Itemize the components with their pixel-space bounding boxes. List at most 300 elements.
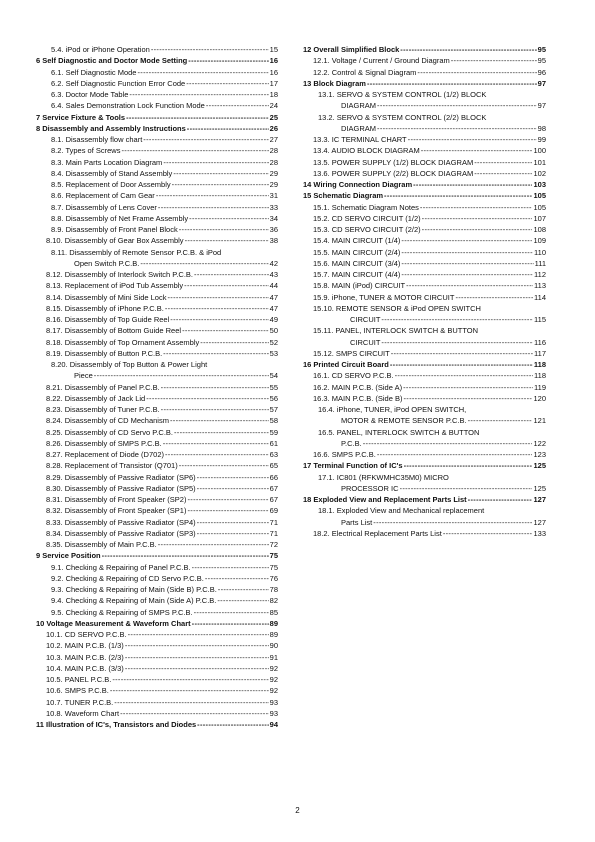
toc-page-number: 75: [269, 562, 278, 572]
toc-entry[interactable]: [36, 607, 278, 618]
toc-section[interactable]: [303, 494, 546, 505]
toc-entry[interactable]: [303, 235, 546, 246]
toc-section[interactable]: [36, 123, 278, 134]
leader-dots: [128, 629, 269, 640]
toc-entry-title: 8.22. Disassembly of Jack Lid: [46, 393, 146, 403]
leader-dots: [187, 494, 268, 505]
toc-entry[interactable]: [36, 359, 278, 382]
toc-section[interactable]: [36, 618, 278, 629]
leader-dots: [184, 280, 268, 291]
toc-entry[interactable]: [303, 67, 546, 78]
toc-entry-title: 8.16. Disassembly of Top Guide Reel: [46, 315, 170, 324]
leader-dots: [165, 303, 269, 314]
toc-entry[interactable]: [303, 112, 546, 135]
toc-entry-title: 16 Printed Circuit Board: [303, 360, 389, 369]
toc-section[interactable]: [36, 112, 278, 123]
toc-page-number: 24: [269, 101, 278, 111]
toc-page-number: 95: [537, 45, 546, 54]
toc-entry-title: 16.5. PANEL, INTERLOCK SWITCH & BUTTON: [318, 427, 480, 437]
leader-dots: [170, 314, 268, 325]
leader-dots: [421, 145, 533, 156]
toc-entry[interactable]: [303, 382, 546, 393]
leader-dots: [158, 202, 269, 213]
toc-entry-title: 10.2. MAIN P.C.B. (1/3): [46, 641, 124, 651]
leader-dots: [163, 157, 268, 168]
toc-page-number: 52: [269, 337, 278, 347]
toc-entry-title: 9 Service Position: [36, 551, 101, 561]
toc-section[interactable]: [303, 44, 546, 55]
leader-dots: [185, 235, 269, 246]
toc-entry[interactable]: [36, 494, 278, 505]
toc-entry-title: 12.1. Voltage / Current / Ground Diagram: [313, 56, 450, 66]
leader-dots: [443, 528, 533, 539]
toc-entry[interactable]: [303, 370, 546, 381]
toc-entry[interactable]: [303, 325, 546, 348]
toc-entry[interactable]: [36, 314, 278, 325]
toc-entry-title: 6 Self Diagnostic and Doctor Mode Setting: [36, 56, 188, 66]
toc-page-number: 92: [269, 663, 278, 673]
toc-page-number: 33: [269, 202, 278, 212]
leader-dots: [187, 123, 269, 134]
toc-entry[interactable]: [303, 427, 546, 450]
leader-dots: [165, 449, 269, 460]
leader-dots: [474, 168, 532, 179]
toc-entry-title: 8.28. Replacement of Transistor (Q701): [46, 461, 178, 471]
toc-entry-title: 6.4. Sales Demonstration Lock Function Mode: [51, 101, 205, 111]
toc-page-number: 112: [534, 270, 546, 279]
toc-entry-title: 16.2. MAIN P.C.B. (Side A): [313, 382, 403, 392]
leader-dots: [94, 370, 269, 381]
toc-page-number: 29: [269, 180, 278, 189]
toc-section[interactable]: [303, 179, 546, 190]
toc-entry[interactable]: [303, 404, 546, 427]
toc-entry[interactable]: [36, 157, 278, 168]
leader-dots: [417, 67, 536, 78]
toc-entry-title: 8.13. Replacement of iPod Tub Assembly: [46, 281, 184, 291]
toc-page-number: 47: [269, 303, 278, 313]
toc-entry-title: 8.26. Disassembly of SMPS P.C.B.: [46, 438, 162, 448]
toc-entry[interactable]: [36, 584, 278, 595]
leader-dots: [422, 213, 533, 224]
toc-page-number: 117: [534, 348, 546, 358]
toc-page-number: 71: [269, 528, 278, 538]
toc-entry[interactable]: [303, 157, 546, 168]
toc-page-number: 96: [537, 67, 546, 77]
toc-right-column: [303, 44, 546, 539]
toc-page-number: 90: [269, 641, 278, 651]
toc-page-number: 122: [533, 438, 546, 448]
toc-page-number: 115: [534, 315, 546, 324]
leader-dots: [172, 179, 269, 190]
toc-page-number: 105: [533, 191, 546, 201]
leader-dots: [194, 607, 269, 618]
toc-page-number: 120: [533, 393, 546, 403]
toc-entry[interactable]: [36, 247, 278, 270]
toc-entry[interactable]: [36, 708, 278, 719]
leader-dots: [403, 382, 533, 393]
toc-entry[interactable]: [36, 640, 278, 651]
toc-page-number: 27: [269, 135, 278, 144]
toc-page-number: 92: [269, 675, 278, 684]
toc-entry[interactable]: [36, 348, 278, 359]
toc-entry-title: 8.5. Replacement of Door Assembly: [51, 180, 171, 189]
toc-entry[interactable]: [303, 89, 546, 112]
toc-entry-title: 9.5. Checking & Repairing of SMPS P.C.B.: [51, 607, 193, 617]
toc-entry[interactable]: [303, 145, 546, 156]
toc-entry[interactable]: [303, 348, 546, 359]
toc-entry-title: 8.10. Disassembly of Gear Box Assembly: [46, 236, 184, 246]
toc-entry[interactable]: [303, 134, 546, 145]
toc-entry-title: 12.2. Control & Signal Diagram: [313, 67, 417, 77]
toc-entry[interactable]: [303, 303, 546, 326]
toc-page-number: 72: [269, 540, 278, 549]
leader-dots: [474, 157, 532, 168]
toc-entry[interactable]: [303, 213, 546, 224]
toc-entry[interactable]: [36, 145, 278, 156]
leader-dots: [179, 224, 269, 235]
toc-entry[interactable]: [36, 168, 278, 179]
toc-page-number: 114: [534, 292, 546, 302]
leader-dots: [192, 618, 269, 629]
toc-entry[interactable]: [36, 505, 278, 516]
leader-dots: [161, 404, 269, 415]
toc-page-number: 101: [533, 157, 546, 167]
toc-entry-title: 16.6. SMPS P.C.B.: [313, 450, 376, 459]
toc-entry-title: 13.6. POWER SUPPLY (2/2) BLOCK DIAGRAM: [313, 168, 474, 178]
leader-dots: [205, 573, 269, 584]
toc-entry-title: 8.27. Replacement of Diode (D702): [46, 450, 164, 459]
toc-entry[interactable]: [36, 663, 278, 674]
toc-entry-title: 8.7. Disassembly of Lens Cover: [51, 202, 157, 212]
toc-page-number: 89: [269, 618, 278, 628]
leader-dots: [455, 292, 533, 303]
toc-entry-title: 8.2. Types of Screws: [51, 146, 121, 156]
toc-entry-title: 10.5. PANEL P.C.B.: [46, 675, 112, 684]
leader-dots: [406, 280, 533, 291]
toc-entry-title: 13.1. SERVO & SYSTEM CONTROL (1/2) BLOCK: [318, 90, 487, 99]
leader-dots: [163, 348, 268, 359]
toc-entry[interactable]: [36, 685, 278, 696]
toc-entry[interactable]: [303, 528, 546, 539]
toc-entry-title: 8.30. Disassembly of Passive Radiator (SP5): [46, 483, 196, 493]
toc-entry-title-cont: CIRCUIT: [350, 337, 381, 347]
toc-entry[interactable]: [36, 697, 278, 708]
toc-entry-title: 18.1. Exploded View and Mechanical replacement: [318, 506, 485, 516]
leader-dots: [408, 134, 537, 145]
toc-entry-title: 8.31. Disassembly of Front Speaker (SP2): [46, 495, 187, 504]
leader-dots: [377, 123, 537, 134]
toc-entry[interactable]: [36, 415, 278, 426]
toc-page-number: 67: [269, 483, 278, 493]
toc-entry-title: 6.3. Doctor Mode Table: [51, 90, 129, 99]
leader-dots: [401, 269, 533, 280]
toc-entry[interactable]: [36, 337, 278, 348]
toc-entry[interactable]: [36, 517, 278, 528]
toc-entry-title: 8.25. Disassembly of CD Servo P.C.B.: [46, 427, 173, 437]
toc-section[interactable]: [303, 460, 546, 471]
toc-page-number: 44: [269, 281, 278, 291]
toc-entry-title: 8.35. Disassembly of Main P.C.B.: [46, 540, 157, 549]
toc-entry[interactable]: [36, 460, 278, 471]
toc-entry-title: 8.32. Disassembly of Front Speaker (SP1): [46, 506, 187, 516]
toc-page-number: 91: [269, 652, 278, 662]
leader-dots: [112, 674, 268, 685]
toc-entry[interactable]: [36, 213, 278, 224]
leader-dots: [403, 393, 532, 404]
leader-dots: [158, 539, 269, 550]
toc-entry-title: 8.34. Disassembly of Passive Radiator (SP3): [46, 528, 196, 538]
toc-section[interactable]: [36, 719, 278, 730]
toc-entry-title: 6.2. Self Diagnostic Function Error Code: [51, 78, 186, 88]
leader-dots: [188, 55, 268, 66]
toc-entry[interactable]: [303, 55, 546, 66]
toc-entry[interactable]: [36, 235, 278, 246]
leader-dots: [167, 292, 268, 303]
toc-entry-title: 11 Illustration of IC's, Transistors and Diodes: [36, 720, 197, 729]
toc-entry[interactable]: [36, 449, 278, 460]
toc-page-number: 71: [269, 517, 278, 527]
toc-page-number: 97: [537, 101, 546, 111]
toc-entry-title: 7 Service Fixture & Tools: [36, 112, 126, 122]
toc-entry-title: 8.12. Disassembly of Interlock Switch P.C.B.: [46, 270, 194, 279]
toc-page-number: 113: [534, 281, 546, 291]
toc-entry[interactable]: [303, 505, 546, 528]
toc-entry-title: 8.18. Disassembly of Top Ornament Assembly: [46, 337, 200, 347]
toc-entry[interactable]: [303, 168, 546, 179]
leader-dots: [161, 382, 269, 393]
toc-entry[interactable]: [36, 100, 278, 111]
toc-page-number: 47: [269, 292, 278, 302]
leader-dots: [384, 190, 532, 201]
toc-page-number: 56: [269, 393, 278, 403]
toc-entry-title: 15.12. SMPS CIRCUIT: [313, 348, 390, 358]
leader-dots: [120, 708, 269, 719]
leader-dots: [197, 719, 269, 730]
toc-entry-title: 13 Block Diagram: [303, 78, 366, 88]
toc-entry[interactable]: [36, 292, 278, 303]
toc-page-number: 61: [269, 438, 278, 448]
leader-dots: [194, 269, 269, 280]
leader-dots: [174, 427, 269, 438]
toc-page-number: 89: [269, 630, 278, 639]
toc-entry[interactable]: [36, 562, 278, 573]
toc-entry[interactable]: [36, 629, 278, 640]
toc-page-number: 99: [537, 135, 546, 144]
toc-page-number: 103: [533, 180, 546, 189]
toc-entry[interactable]: [36, 179, 278, 190]
toc-entry-title: 15 Schematic Diagram: [303, 191, 384, 201]
leader-dots: [200, 337, 268, 348]
toc-page-number: 66: [269, 472, 278, 482]
toc-entry-title: 17 Terminal Function of IC's: [303, 461, 403, 471]
toc-entry-title: 13.5. POWER SUPPLY (1/2) BLOCK DIAGRAM: [313, 157, 474, 167]
leader-dots: [137, 67, 268, 78]
toc-entry[interactable]: [36, 595, 278, 606]
toc-entry[interactable]: [303, 393, 546, 404]
toc-entry[interactable]: [36, 269, 278, 280]
leader-dots: [140, 258, 268, 269]
leader-dots: [197, 517, 269, 528]
toc-section[interactable]: [36, 550, 278, 561]
toc-entry-title: 15.8. MAIN (iPod) CIRCUIT: [313, 281, 406, 291]
toc-entry-title: 9.4. Checking & Repairing of Main (Side A) P.C.B.: [51, 596, 217, 606]
leader-dots: [102, 550, 269, 561]
toc-entry[interactable]: [36, 303, 278, 314]
toc-entry-title: 15.9. iPhone, TUNER & MOTOR CIRCUIT: [313, 292, 455, 302]
toc-page-number: 34: [269, 213, 278, 223]
toc-entry-title: 15.11. PANEL, INTERLOCK SWITCH & BUTTON: [313, 326, 479, 336]
toc-page-number: 75: [269, 551, 278, 561]
leader-dots: [401, 258, 533, 269]
toc-entry-title: 6.1. Self Diagnostic Mode: [51, 67, 137, 77]
toc-entry[interactable]: [303, 280, 546, 291]
leader-dots: [451, 55, 537, 66]
toc-entry-title: 13.2. SERVO & SYSTEM CONTROL (2/2) BLOCK: [318, 112, 487, 122]
toc-entry-title: 15.3. CD SERVO CIRCUIT (2/2): [313, 225, 421, 234]
toc-page-number: 121: [533, 416, 546, 426]
toc-entry-title: 8 Disassembly and Assembly Instructions: [36, 123, 186, 133]
leader-dots: [218, 584, 269, 595]
toc-entry[interactable]: [36, 67, 278, 78]
toc-entry[interactable]: [36, 78, 278, 89]
toc-page-number: 102: [533, 168, 546, 178]
toc-entry-title: 12 Overall Simplified Block: [303, 45, 400, 54]
toc-page-number: 31: [269, 191, 278, 201]
toc-entry[interactable]: [303, 202, 546, 213]
toc-entry[interactable]: [36, 483, 278, 494]
toc-entry[interactable]: [36, 438, 278, 449]
toc-entry[interactable]: [36, 190, 278, 201]
leader-dots: [206, 100, 269, 111]
toc-entry-title: 8.11. Disassembly of Remote Sensor P.C.B. & iPod: [51, 247, 222, 257]
toc-page-number: 49: [269, 315, 278, 324]
toc-entry-title: 8.17. Disassembly of Bottom Guide Reel: [46, 326, 182, 336]
toc-page-number: 98: [537, 123, 546, 133]
toc-page-number: 125: [533, 461, 546, 471]
toc-section[interactable]: [36, 55, 278, 66]
leader-dots: [400, 44, 536, 55]
toc-entry-title: 5.4. iPod or iPhone Operation: [51, 45, 150, 54]
toc-entry-title-cont: Parts List: [341, 517, 373, 527]
page-number: 2: [295, 806, 300, 815]
leader-dots: [197, 472, 269, 483]
leader-dots: [401, 247, 533, 258]
toc-page-number: 53: [269, 348, 278, 358]
toc-entry[interactable]: [36, 44, 278, 55]
toc-entry[interactable]: [36, 224, 278, 235]
toc-entry-title: 10.1. CD SERVO P.C.B.: [46, 630, 127, 639]
toc-entry[interactable]: [36, 280, 278, 291]
leader-dots: [143, 134, 268, 145]
toc-entry[interactable]: [303, 292, 546, 303]
toc-left-column: [36, 44, 278, 730]
toc-page-number: 82: [269, 596, 278, 606]
leader-dots: [129, 89, 268, 100]
leader-dots: [422, 224, 533, 235]
leader-dots: [395, 370, 533, 381]
toc-entry[interactable]: [36, 528, 278, 539]
toc-page-number: 78: [269, 585, 278, 594]
toc-page-number: 94: [269, 720, 278, 729]
leader-dots: [363, 438, 533, 449]
toc-entry[interactable]: [303, 247, 546, 258]
leader-dots: [420, 202, 533, 213]
leader-dots: [401, 235, 532, 246]
toc-entry-title: 10.7. TUNER P.C.B.: [46, 697, 114, 707]
toc-entry-title: 8.6. Replacement of Cam Gear: [51, 191, 155, 201]
toc-page-number: 127: [533, 517, 546, 527]
leader-dots: [186, 78, 268, 89]
leader-dots: [189, 213, 269, 224]
toc-page-number: 42: [269, 258, 278, 268]
toc-page-number: 28: [269, 146, 278, 156]
toc-section[interactable]: [303, 190, 546, 201]
toc-entry-title: 8.14. Disassembly of Mini Side Lock: [46, 292, 167, 302]
toc-entry-title: 9.2. Checking & Repairing of CD Servo P.C.B.: [51, 573, 204, 583]
leader-dots: [114, 697, 268, 708]
leader-dots: [146, 393, 268, 404]
leader-dots: [377, 449, 533, 460]
toc-page-number: 15: [269, 45, 278, 54]
toc-entry[interactable]: [36, 89, 278, 100]
toc-entry[interactable]: [36, 674, 278, 685]
toc-section[interactable]: [303, 78, 546, 89]
toc-page-number: 116: [534, 337, 546, 347]
toc-entry[interactable]: [36, 393, 278, 404]
leader-dots: [373, 517, 532, 528]
toc-page-number: 63: [269, 450, 278, 459]
toc-entry-title: 13.4. AUDIO BLOCK DIAGRAM: [313, 146, 420, 156]
toc-entry[interactable]: [303, 224, 546, 235]
toc-entry-title-cont: PROCESSOR IC: [341, 483, 399, 493]
leader-dots: [367, 78, 537, 89]
toc-entry[interactable]: [36, 134, 278, 145]
toc-entry-title: 13.3. IC TERMINAL CHART: [313, 135, 407, 144]
toc-entry[interactable]: [36, 573, 278, 584]
toc-entry[interactable]: [36, 382, 278, 393]
toc-entry[interactable]: [36, 472, 278, 483]
toc-entry[interactable]: [303, 472, 546, 495]
toc-entry-title-cont: DIAGRAM: [341, 101, 377, 111]
toc-entry[interactable]: [36, 539, 278, 550]
toc-entry[interactable]: [36, 652, 278, 663]
leader-dots: [413, 179, 532, 190]
toc-page-number: 28: [269, 157, 278, 167]
leader-dots: [197, 528, 269, 539]
toc-entry-title: 16.1. CD SERVO P.C.B.: [313, 371, 394, 381]
toc-entry[interactable]: [36, 202, 278, 213]
toc-entry[interactable]: [36, 325, 278, 336]
leader-dots: [125, 652, 269, 663]
toc-section[interactable]: [303, 359, 546, 370]
toc-page-number: 85: [269, 607, 278, 617]
toc-page-number: 110: [534, 247, 546, 257]
leader-dots: [125, 640, 269, 651]
toc-page-number: 18: [269, 90, 278, 99]
toc-entry[interactable]: [303, 449, 546, 460]
toc-page-number: 125: [533, 483, 546, 493]
toc-entry[interactable]: [36, 404, 278, 415]
toc-entry[interactable]: [303, 269, 546, 280]
toc-entry-title: 15.7. MAIN CIRCUIT (4/4): [313, 270, 401, 279]
toc-entry[interactable]: [36, 427, 278, 438]
toc-page-number: 133: [533, 528, 546, 538]
toc-entry[interactable]: [303, 258, 546, 269]
toc-entry-title: 8.4. Disassembly of Stand Assembly: [51, 168, 173, 178]
toc-page-number: 111: [534, 258, 546, 268]
toc-entry-title: 15.2. CD SERVO CIRCUIT (1/2): [313, 213, 421, 223]
leader-dots: [377, 100, 537, 111]
